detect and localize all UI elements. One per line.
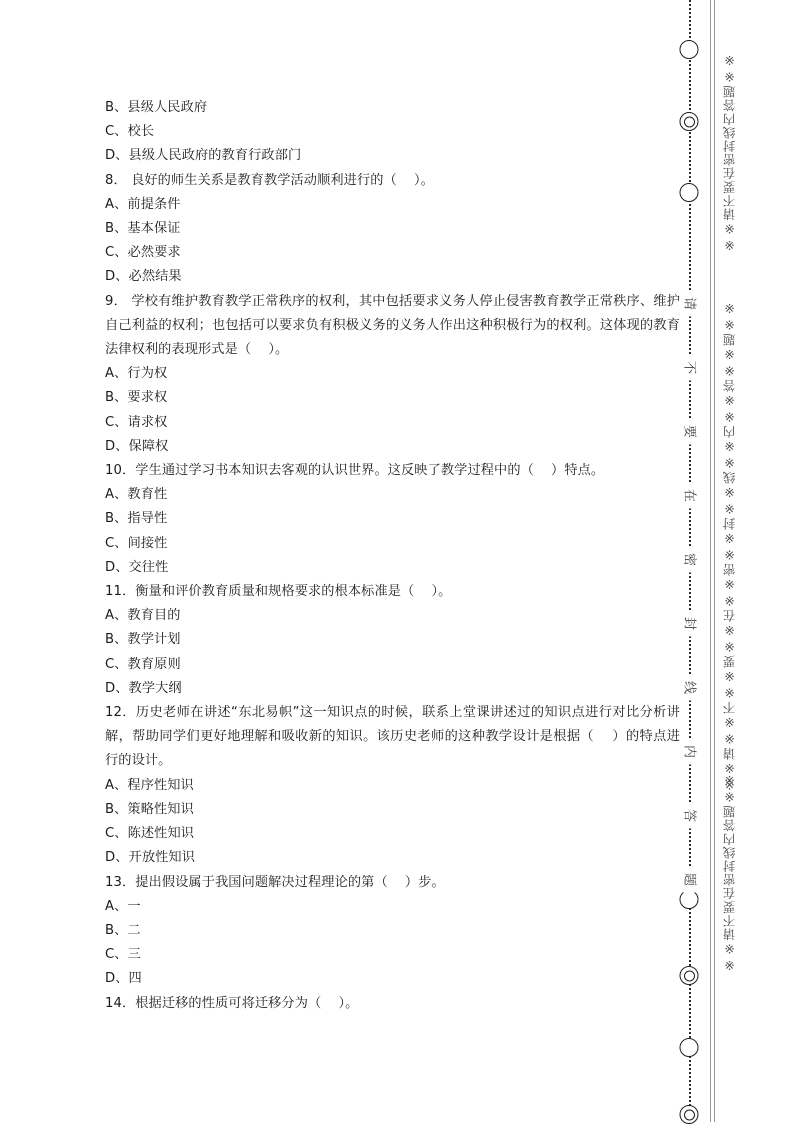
option-line: B、二 [105, 922, 141, 938]
seal-circle-double [680, 966, 699, 985]
option-line: A、教育性 [105, 487, 168, 503]
option-line: D、县级人民政府的教育行政部门 [105, 148, 302, 164]
option-line: A、行为权 [105, 366, 168, 382]
option-line: D、保障权 [105, 438, 169, 454]
option-line: B、指导性 [105, 511, 168, 527]
question-line: 11．衡量和评价教育质量和规格要求的根本标准是（ ）。 [105, 584, 452, 600]
option-line: A、教育目的 [105, 608, 181, 624]
option-line: C、请求权 [105, 414, 168, 430]
option-line: B、要求权 [105, 390, 168, 406]
seal-dotted-char: 封 [682, 611, 697, 637]
question-line: 13．提出假设属于我国问题解决过程理论的第（ ）步。 [105, 874, 445, 890]
option-line: C、三 [105, 947, 141, 963]
option-line: D、教学大纲 [105, 680, 182, 696]
option-line: C、陈述性知识 [105, 826, 195, 842]
seal-dotted-char: 密 [682, 547, 697, 573]
option-line: D、四 [105, 971, 142, 987]
option-line: B、教学计划 [105, 632, 181, 648]
question-line: 14．根据迁移的性质可将迁移分为（ ）。 [105, 995, 359, 1011]
seal-dotted-char: 线 [682, 675, 697, 701]
seal-vertical-rule-outer [714, 0, 715, 1122]
seal-notice-middle: ※※请※※不※※要※※在※※密※※封※※线※※内※※答※※题※※ [722, 300, 737, 793]
option-line: B、策略性知识 [105, 801, 194, 817]
seal-circle-double [680, 1105, 699, 1124]
option-line: A、前提条件 [105, 196, 181, 212]
seal-circle-double [680, 112, 699, 131]
seal-circle-single [680, 40, 699, 59]
seal-dotted-char: 内 [682, 739, 697, 765]
seal-notice-top: ※※请不要在密封线内答题※※ [722, 52, 737, 253]
seal-dotted-char: 答 [682, 803, 697, 829]
seal-dotted-char: 在 [682, 483, 697, 509]
seal-circle-single [680, 183, 699, 202]
seal-dotted-char: 不 [682, 355, 697, 381]
question-line: 8． 良好的师生关系是教育教学活动顺利进行的（ ）。 [105, 172, 434, 188]
seal-dotted-char: 要 [682, 419, 697, 445]
seal-dotted-char: 请 [682, 291, 697, 317]
seal-circle-single [680, 1038, 699, 1057]
seal-line-strip [668, 0, 793, 1122]
option-line: A、一 [105, 898, 141, 914]
seal-circle-single [680, 890, 699, 909]
question-line: 10．学生通过学习书本知识去客观的认识世界。这反映了教学过程中的（ ）特点。 [105, 463, 605, 479]
option-line: C、校长 [105, 124, 155, 140]
option-line: D、开放性知识 [105, 850, 195, 866]
option-line: D、必然结果 [105, 269, 182, 285]
option-line: C、间接性 [105, 535, 168, 551]
option-line: C、教育原则 [105, 656, 181, 672]
option-line: B、基本保证 [105, 221, 181, 237]
seal-dotted-column [668, 0, 710, 1122]
option-line: A、程序性知识 [105, 777, 194, 793]
seal-notice-bottom: ※※请不要在密封线内答题※※ [722, 772, 737, 973]
question-list [105, 96, 680, 1016]
seal-vertical-rule-inner [710, 0, 711, 1122]
question-line: 9． 学校有维护教育教学正常秩序的权利，其中包括要求义务人停止侵害教育教学正常秩序、维护自己利益的权利；也包括可以要求负有积极义务的义务人作出这种积极行为的权利。这体现的教育法律权利的表现形式是（ ）。 [105, 293, 680, 358]
option-line: D、交往性 [105, 559, 169, 575]
seal-dotted-char: 题 [682, 867, 697, 893]
option-line: B、县级人民政府 [105, 100, 208, 115]
option-line: C、必然要求 [105, 245, 181, 261]
question-line: 12．历史老师在讲述“东北易帜”这一知识点的时候，联系上堂课讲述过的知识点进行对比分析讲解，帮助同学们更好地理解和吸收新的知识。该历史老师的这种教学设计是根据（ ）的特点进行的设计。 [105, 705, 680, 769]
